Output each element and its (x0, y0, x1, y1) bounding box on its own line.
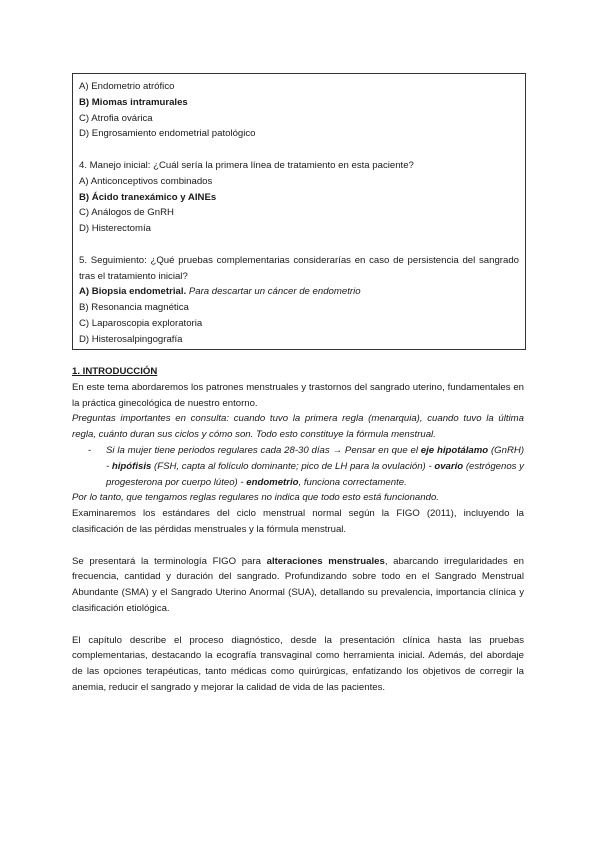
intro-paragraph-1: En este tema abordaremos los patrones menstruales y trastornos del sangrado uterino, fundamentales en la práctica ginecológica de nuestro entorno. (72, 381, 524, 409)
bullet-bold-endometrium: endometrio (246, 476, 299, 488)
bullet-text-part: (GnRH) - (106, 444, 525, 472)
p5-text-part: Se presentará la terminología FIGO para (72, 555, 267, 567)
bullet-text-part: (FSH, capta al folículo dominante; pico de LH para la ovulación) - (151, 460, 435, 472)
bullet-dash: - (88, 444, 92, 456)
q3-option-a: A) Endometrio atrófico (79, 81, 175, 92)
bullet-text-part: , funciona correctamente. (298, 476, 407, 488)
intro-paragraph-2: Preguntas importantes en consulta: cuando tuvo la primera regla (menarquia), cuando tuvo la última regla, cuánto duran sus ciclos y cómo son. Todo esto constituye la fórmula menstrual. (72, 413, 524, 441)
q5-option-a-note: Para descartar un cáncer de endometrio (188, 286, 361, 298)
q5-option-c: C) Laparoscopia exploratoria (79, 317, 203, 329)
section-title: 1. INTRODUCCIÓN (72, 366, 158, 377)
bullet-text-part: (estrógenos y progesterona por cuerpo lúteo) - (106, 460, 524, 488)
q4-question: 4. Manejo inicial: ¿Cuál sería la primera línea de tratamiento en esta paciente? (79, 159, 414, 171)
bullet-bold-hypothalamus: eje hipotálamo (420, 444, 489, 456)
bullet-text-part: Si la mujer tiene periodos regulares cada 28-30 días → Pensar en que el (106, 444, 421, 456)
intro-paragraph-5 (72, 554, 524, 617)
q4-option-b: B) Ácido tranexámico y AINEs (79, 191, 217, 203)
q5-option-d: D) Histerosalpingografía (79, 333, 183, 345)
q5-option-a-label: A) Biopsia endometrial. (79, 286, 187, 298)
q4-option-d: D) Histerectomía (79, 223, 151, 235)
question-box (72, 73, 526, 350)
bullet-text (106, 443, 524, 490)
p5-bold-term: alteraciones menstruales (266, 555, 385, 567)
introduction-section (72, 364, 524, 696)
q4-option-c: C) Análogos de GnRH (79, 207, 174, 219)
intro-paragraph-6: El capítulo describe el proceso diagnóstico, desde la presentación clínica hasta las pruebas complementarias, destacando la ecografía transvaginal como herramienta inicial. Además, del abordaje de las opciones terapéuticas, tanto médicas como quirúrgicas, enfatizando los objetivos de corregir la anemia, reducir el sangrado y mejorar la calidad de vida de las pacientes. (72, 634, 524, 693)
q5-question: 5. Seguimiento: ¿Qué pruebas complementarias considerarías en caso de persistencia del sangrado tras el tratamiento inicial? (79, 254, 519, 282)
q3-option-b: B) Miomas intramurales (79, 96, 188, 108)
q3-option-d: D) Engrosamiento endometrial patológico (79, 128, 256, 140)
intro-paragraph-3: Por lo tanto, que tengamos reglas regulares no indica que todo esto está funcionando. (72, 492, 439, 504)
bullet-bold-pituitary: hipófisis (111, 460, 152, 472)
q5-option-b: B) Resonancia magnética (79, 302, 189, 314)
bullet-bold-ovary: ovario (434, 460, 464, 472)
q3-option-c: C) Atrofia ovárica (79, 112, 153, 124)
q4-option-a: A) Anticonceptivos combinados (79, 175, 213, 187)
p5-text-part: , abarcando irregularidades en frecuencia, cantidad y duración del sangrado. Profundizando sobre todo en el Sangrado Menstrual Abundante (SMA) y el Sangrado Uterino Anormal (SUA), detallando su prevalencia, importancia clínica y clasificación etiológica. (72, 555, 524, 614)
bullet-item (72, 443, 524, 490)
intro-paragraph-4: Examinaremos los estándares del ciclo menstrual normal según la FIGO (2011), incluyendo la clasificación de las pérdidas menstruales y la fórmula menstrual. (72, 508, 524, 535)
q5-option-a (79, 284, 519, 300)
